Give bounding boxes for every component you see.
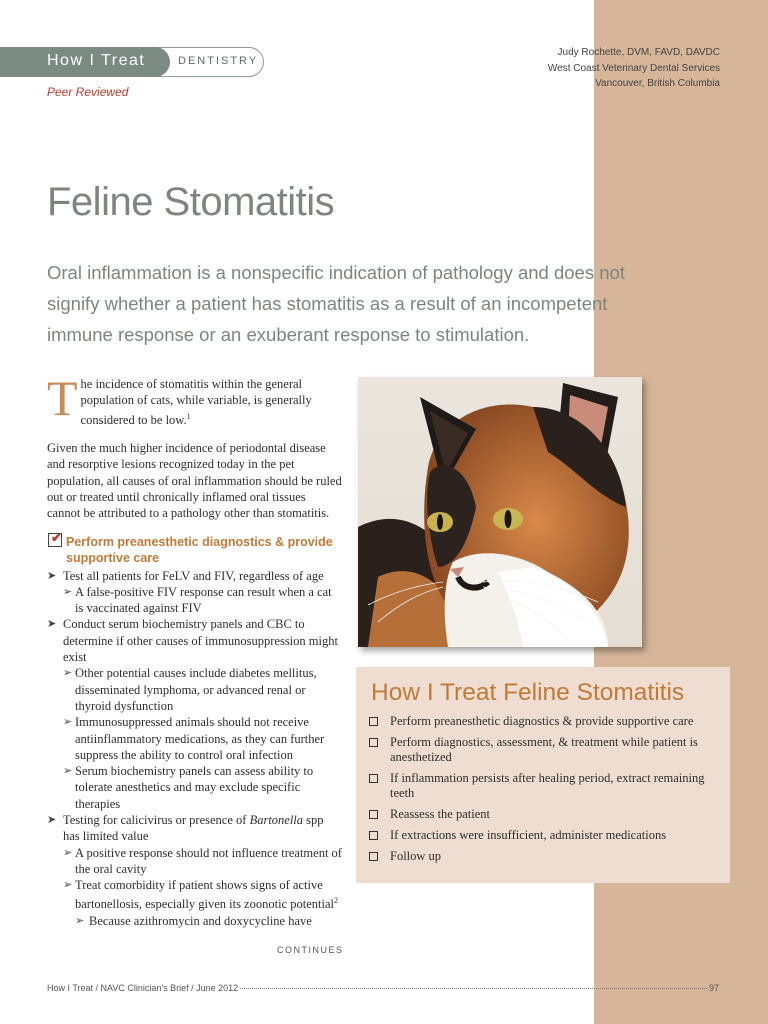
list-item-text: Immunosuppressed animals should not receive antiinflammatory medications, as they can further suppress the ability to control oral infection: [75, 715, 325, 762]
summary-box-title: How I Treat Feline Stomatitis: [371, 679, 685, 706]
section-label: DENTISTRY: [178, 55, 259, 67]
checkbox-empty-icon: [369, 852, 378, 861]
list-item: [47, 616, 342, 812]
list-item-text: spp has limited value: [63, 812, 324, 844]
arrow-bullet-icon: ➤: [47, 618, 57, 631]
page-number: 97: [708, 983, 719, 993]
lead-line: Oral inflammation is a nonspecific indication of pathology and does not: [47, 262, 625, 283]
treatment-summary-box: [356, 667, 730, 883]
list-item: [63, 845, 342, 878]
checkbox-checked-icon: ✔: [48, 533, 62, 547]
lead-line: signify whether a patient has stomatitis as a result of an incompetent: [47, 293, 608, 314]
list-item: [63, 877, 342, 929]
summary-item: [369, 828, 714, 843]
series-tab: [0, 47, 170, 77]
list-item: [63, 714, 342, 763]
sub-list: [63, 584, 342, 617]
arrow-bullet-icon: ➤: [47, 569, 57, 582]
checkbox-empty-icon: [369, 810, 378, 819]
checkbox-empty-icon: [369, 831, 378, 840]
footnote-ref: 1: [186, 411, 191, 421]
lead-line: immune response or an exuberant response to stimulation.: [47, 324, 530, 345]
arrow-bullet-icon: ➢: [63, 765, 73, 778]
intro-text: he incidence of stomatitis within the general population of cats, while variable, is generally considered to be low.: [80, 377, 312, 427]
article-title: Feline Stomatitis: [47, 180, 335, 224]
summary-item: [369, 714, 714, 729]
author-affiliation: West Coast Veterinary Dental Services: [547, 62, 720, 74]
author-block: [548, 45, 720, 92]
arrow-bullet-icon: ➢: [63, 585, 73, 598]
summary-item-text: If inflammation persists after healing period, extract remaining teeth: [390, 771, 705, 800]
summary-item: [369, 771, 714, 801]
intro-paragraph: [47, 370, 342, 428]
author-location: Vancouver, British Columbia: [595, 78, 720, 89]
summary-item-text: Follow up: [390, 849, 442, 863]
checkbox-empty-icon: [369, 774, 378, 783]
list-item: [63, 763, 342, 812]
arrow-bullet-icon: ➢: [63, 667, 73, 680]
checklist-heading: [47, 529, 342, 566]
summary-item: [369, 807, 714, 822]
list-item-text: Testing for calicivirus or presence of: [63, 812, 250, 827]
footer-leader-dots: [240, 988, 707, 989]
peer-reviewed-label: Peer Reviewed: [47, 85, 129, 99]
summary-list: [369, 714, 714, 870]
list-item: [75, 913, 342, 929]
article-body: [47, 370, 342, 929]
arrow-bullet-icon: ➢: [75, 914, 85, 927]
list-item-text: Conduct serum biochemistry panels and CBC to determine if other causes of immunosuppression might exist: [63, 617, 338, 665]
continues-label: CONTINUES: [277, 945, 344, 955]
bullet-list: [47, 568, 342, 930]
checkbox-empty-icon: [369, 717, 378, 726]
sub-list: [63, 665, 342, 812]
footer-citation: How I Treat / NAVC Clinician's Brief / June 2012: [47, 983, 239, 993]
series-label: How I Treat: [47, 52, 146, 69]
article-lead: [47, 257, 667, 350]
summary-item-text: If extractions were insufficient, administer medications: [390, 828, 667, 842]
list-item-text: A false-positive FIV response can result when a cat is vaccinated against FIV: [75, 584, 332, 616]
list-item-text: A positive response should not influence treatment of the oral cavity: [75, 845, 342, 876]
list-item-text: Other potential causes include diabetes mellitus, disseminated lymphoma, or advanced renal or thyroid dysfunction: [75, 666, 317, 713]
list-item: [63, 584, 342, 617]
cat-photo: [358, 377, 642, 647]
list-item-text: Because azithromycin and doxycycline have: [89, 913, 312, 928]
arrow-bullet-icon: ➤: [47, 813, 57, 826]
sub-sub-list: [75, 913, 342, 929]
list-item: [47, 812, 342, 929]
summary-item: [369, 849, 714, 864]
summary-item-text: Perform diagnostics, assessment, & treatment while patient is anesthetized: [390, 735, 698, 764]
arrow-bullet-icon: ➢: [63, 879, 73, 892]
drop-cap: T: [47, 370, 78, 426]
checkbox-empty-icon: [369, 738, 378, 747]
list-item: [47, 568, 342, 617]
body-paragraph: Given the much higher incidence of periodontal disease and resorptive lesions recognized today in the pet population, all causes of oral inflammation should be ruled out or treated until chronically inflamed oral tissues cannot be attributed to a pathology other than stomatitis.: [47, 441, 342, 521]
list-item-text: Test all patients for FeLV and FIV, regardless of age: [63, 568, 324, 583]
summary-item-text: Perform preanesthetic diagnostics & provide supportive care: [390, 714, 694, 728]
sub-list: [63, 845, 342, 930]
arrow-bullet-icon: ➢: [63, 846, 73, 859]
list-item-text: Serum biochemistry panels can assess ability to tolerate anesthetics and may exclude specific therapies: [75, 764, 314, 811]
summary-item: [369, 735, 714, 765]
checklist-heading-text: Perform preanesthetic diagnostics & provide supportive care: [66, 534, 333, 565]
genus-name: Bartonella: [249, 812, 304, 827]
author-name: Judy Rochette, DVM, FAVD, DAVDC: [557, 47, 720, 58]
summary-item-text: Reassess the patient: [390, 807, 490, 821]
arrow-bullet-icon: ➢: [63, 716, 73, 729]
footnote-ref: 2: [333, 896, 338, 906]
page-footer: [47, 983, 719, 993]
list-item-text: Treat comorbidity if patient shows signs of active bartonellosis, especially given its zoonotic potential: [75, 878, 334, 912]
list-item: [63, 665, 342, 714]
